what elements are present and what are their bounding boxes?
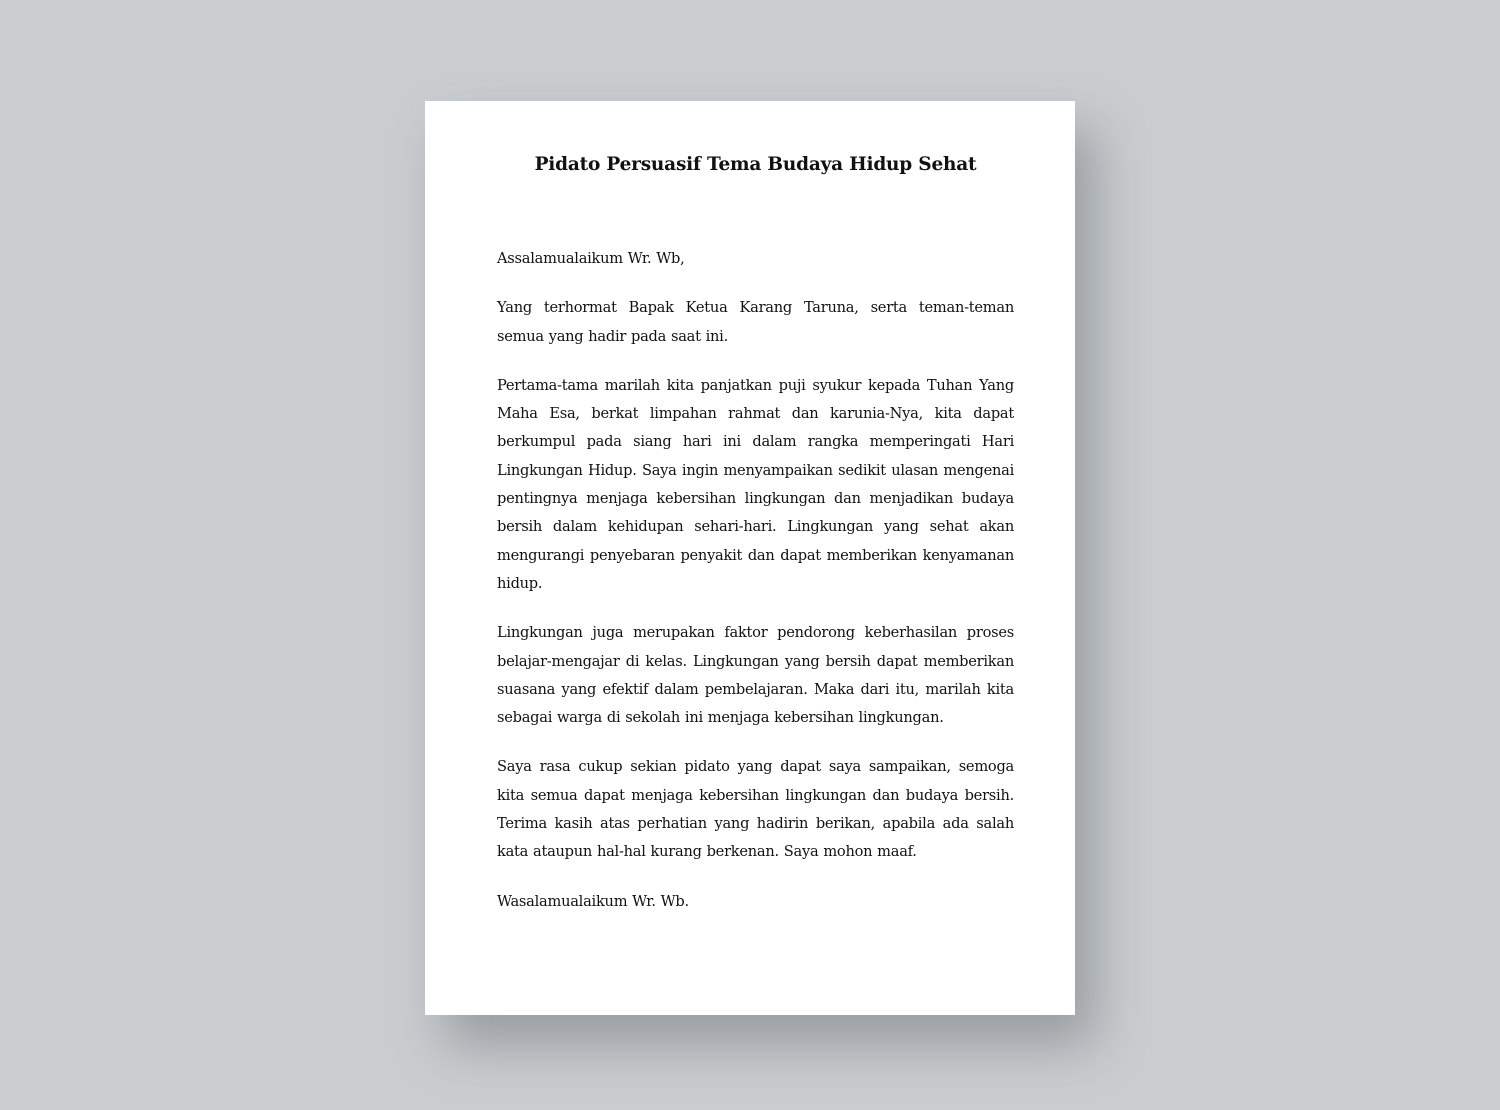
paragraph-closing: Saya rasa cukup sekian pidato yang dapat saya sampaikan, semoga kita semua dapat menjaga kebersihan lingkungan dan budaya bersih. Terima kasih atas perhatian yang hadirin berikan, apabila ada salah kata ataupun hal-hal kurang berkenan. Saya mohon maaf. (497, 758, 1014, 861)
greeting-closing: Wasalamualaikum Wr. Wb. (497, 892, 689, 910)
paragraph-opening: Pertama-tama marilah kita panjatkan puji syukur kepada Tuhan Yang Maha Esa, berkat limpahan rahmat dan karunia-Nya, kita dapat berkumpul pada siang hari ini dalam rangka memperingati Hari Lingkungan Hidup. Saya ingin menyampaikan sedikit ulasan mengenai pentingnya menjaga kebersihan lingkungan dan menjadikan budaya bersih dalam kehidupan sehari-hari. Lingkungan yang sehat akan mengurangi penyebaran penyakit dan dapat memberikan kenyamanan hidup. (497, 376, 1014, 592)
paragraph-salutation: Yang terhormat Bapak Ketua Karang Taruna, serta teman-teman semua yang hadir pada saat ini. (497, 299, 1014, 345)
paragraph-content: Lingkungan juga merupakan faktor pendorong keberhasilan proses belajar-mengajar di kelas. Lingkungan yang bersih dapat memberikan suasana yang efektif dalam pembelajaran. Maka dari itu, marilah kita sebagai warga di sekolah ini menjaga kebersihan lingkungan. (497, 624, 1014, 727)
document-page (425, 101, 1075, 1015)
greeting-opening: Assalamualaikum Wr. Wb, (497, 250, 685, 267)
document-body (497, 245, 1014, 916)
document-title: Pidato Persuasif Tema Budaya Hidup Sehat (534, 154, 977, 175)
